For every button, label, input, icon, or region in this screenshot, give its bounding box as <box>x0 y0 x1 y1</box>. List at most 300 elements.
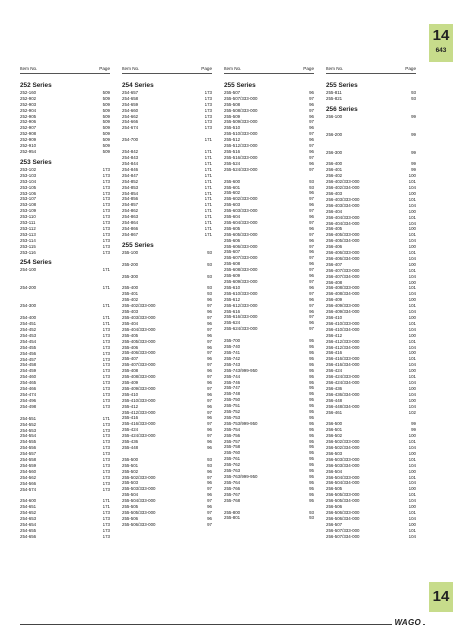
index-row <box>326 534 416 540</box>
item-number: 256-404/334-000 <box>326 220 360 226</box>
item-number: 254-659 <box>122 101 139 107</box>
item-number: 255-751 <box>224 403 241 409</box>
page-ref: 171 <box>204 149 212 155</box>
item-number: 256-406/334-000 <box>326 255 360 261</box>
page-ref: 101 <box>408 250 416 256</box>
item-number: 255-609/333-000 <box>224 279 258 284</box>
item-number: 256-416 <box>326 350 343 356</box>
page-ref: 100 <box>408 279 416 285</box>
page-ref: 101 <box>408 439 416 445</box>
item-number: 256-405 <box>326 226 343 232</box>
page-ref: 95 <box>309 385 314 391</box>
item-number: 255-408/333-000 <box>122 374 156 380</box>
item-number: 254-560 <box>20 468 37 474</box>
item-number: 254-557 <box>20 451 37 457</box>
page-ref: 173 <box>102 480 110 486</box>
page-ref: 173 <box>102 332 110 338</box>
series-heading: 254 Series <box>20 259 52 267</box>
page-ref: 96 <box>309 273 314 279</box>
spacer <box>326 138 416 150</box>
item-number: 255-510 <box>224 125 241 131</box>
item-number: 255-424 <box>122 427 139 433</box>
item-number: 255-406 <box>122 344 139 350</box>
index-column-4 <box>326 66 416 540</box>
page-ref: 95 <box>309 497 314 503</box>
page-ref: 100 <box>408 226 416 232</box>
item-number: 256-300 <box>326 149 343 155</box>
page-ref: 509 <box>102 107 110 113</box>
page-ref: 96 <box>207 320 212 326</box>
item-number: 255-756 <box>224 432 241 438</box>
item-number: 255-740 <box>224 344 241 350</box>
item-number: 254-551 <box>20 415 37 421</box>
item-number: 255-757 <box>224 438 241 444</box>
item-number: 255-507/333-000 <box>224 95 258 101</box>
page-ref: 96 <box>207 379 212 385</box>
item-number: 256-506/334-000 <box>326 515 360 521</box>
page-ref: 93 <box>411 89 416 95</box>
item-number: 254-867 <box>122 231 139 237</box>
page-ref: 96 <box>309 237 314 243</box>
item-number: 255-512 <box>224 137 241 143</box>
item-number: 254-558 <box>20 457 37 463</box>
item-number: 255-609 <box>224 273 241 279</box>
item-number: 255-401 <box>122 291 139 297</box>
item-no-header: Item No. <box>20 66 38 71</box>
page-header: Page <box>99 66 110 71</box>
entry-list <box>122 82 212 528</box>
page-ref: 173 <box>204 101 212 107</box>
page-ref: 509 <box>102 148 110 154</box>
page-ref: 171 <box>204 155 212 161</box>
item-number: 256-502 <box>326 433 343 439</box>
item-no-header: Item No. <box>224 66 242 71</box>
page-ref: 93 <box>207 462 212 468</box>
item-number: 256-416/334-000 <box>326 362 360 368</box>
index-row <box>122 232 212 238</box>
page-ref: 97 <box>207 409 212 415</box>
page-ref: 171 <box>204 214 212 220</box>
item-number: 255-744 <box>224 373 241 379</box>
page-ref: 97 <box>207 397 212 403</box>
page-ref: 97 <box>309 196 314 202</box>
page-ref: 97 <box>207 486 212 492</box>
page-ref: 97 <box>309 166 314 172</box>
page-ref: 104 <box>408 344 416 350</box>
item-number: 253-108 <box>20 202 37 208</box>
page-ref: 100 <box>408 368 416 374</box>
page-ref: 171 <box>204 184 212 190</box>
index-row <box>20 149 110 155</box>
item-number: 255-753 <box>224 414 241 420</box>
page-ref: 173 <box>102 462 110 468</box>
page-ref: 173 <box>102 208 110 214</box>
page-ref: 104 <box>408 533 416 539</box>
item-number: 252-906 <box>20 119 37 125</box>
page-ref: 171 <box>204 160 212 166</box>
page-ref: 104 <box>408 445 416 451</box>
page-ref: 171 <box>204 220 212 226</box>
item-number: 256-505/334-000 <box>326 498 360 504</box>
item-number: 256-403/333-000 <box>326 196 360 202</box>
item-number: 256-410/334-000 <box>326 326 360 332</box>
page-ref: 96 <box>309 190 314 196</box>
page-ref: 96 <box>309 214 314 220</box>
item-number: 255-741 <box>224 349 241 355</box>
page-ref: 173 <box>102 237 110 243</box>
series-heading: 255 Series <box>224 81 256 89</box>
page-ref: 173 <box>204 107 212 113</box>
page-ref: 100 <box>408 504 416 510</box>
item-number: 256-406/333-000 <box>326 250 360 256</box>
item-number: 253-107 <box>20 196 37 202</box>
item-number: 255-742 <box>224 355 241 361</box>
item-number: 255-624/333-000 <box>224 326 258 332</box>
item-number: 255-608 <box>224 261 241 267</box>
item-number: 255-768 <box>224 497 241 503</box>
page-ref: 96 <box>207 309 212 315</box>
item-number: 256-410 <box>326 315 343 320</box>
page-ref: 104 <box>408 202 416 208</box>
item-number: 256-503 <box>326 450 343 456</box>
item-number: 256-506/333-000 <box>326 510 360 515</box>
page-number: 643 <box>435 47 447 54</box>
index-column-3 <box>224 66 314 521</box>
item-number: 254-854 <box>122 190 139 196</box>
page-ref: 173 <box>102 445 110 451</box>
page-ref: 99 <box>411 421 416 427</box>
item-number: 255-602/333-000 <box>224 196 258 202</box>
item-number: 254-866 <box>122 225 139 231</box>
page-ref: 104 <box>408 291 416 297</box>
item-number: 254-553 <box>20 427 37 433</box>
page-ref: 173 <box>204 95 212 101</box>
item-number: 255-516 <box>224 148 241 154</box>
item-number: 255-407 <box>122 356 139 362</box>
page-ref: 509 <box>102 137 110 143</box>
item-number: 255-821 <box>326 95 343 101</box>
page-ref: 96 <box>207 356 212 362</box>
page-ref: 96 <box>207 368 212 374</box>
item-number: 254-652 <box>20 510 37 516</box>
page-ref: 171 <box>204 231 212 237</box>
page-ref: 173 <box>102 451 110 457</box>
item-number: 253-112 <box>20 225 36 231</box>
item-number: 254-452 <box>20 327 37 332</box>
item-number: 253-116 <box>20 249 36 255</box>
page-ref: 96 <box>309 225 314 231</box>
item-number: 253-103 <box>20 172 37 178</box>
item-number: 255-402 <box>122 297 139 303</box>
page-ref: 171 <box>204 172 212 178</box>
page-ref: 173 <box>102 468 110 474</box>
item-number: 256-100 <box>326 113 343 119</box>
item-number: 254-552 <box>20 421 37 427</box>
page-ref: 104 <box>408 462 416 468</box>
item-number: 252-954 <box>20 148 37 154</box>
item-number: 254-660 <box>122 107 139 113</box>
item-number: 256-408 <box>326 279 343 285</box>
item-number: 255-200 <box>122 261 139 267</box>
page-ref: 93 <box>207 285 212 291</box>
item-number: 256-424/333-000 <box>326 374 360 380</box>
item-number: 254-556 <box>20 445 37 451</box>
page-ref: 99 <box>411 131 416 137</box>
page-ref: 173 <box>102 397 110 403</box>
page-ref: 97 <box>207 433 212 439</box>
item-number: 256-461 <box>326 409 343 415</box>
item-number: 254-847 <box>122 172 139 178</box>
item-number: 255-403/333-000 <box>122 315 156 320</box>
item-number: 256-501 <box>326 427 343 433</box>
page-ref: 104 <box>408 515 416 521</box>
page-ref: 95 <box>309 373 314 379</box>
page-ref: 171 <box>204 178 212 184</box>
page-ref: 93 <box>207 456 212 462</box>
item-number: 255-753/999-950 <box>224 420 258 426</box>
page-ref: 97 <box>207 474 212 480</box>
item-number: 254-400 <box>20 315 37 321</box>
item-number: 255-612/333-000 <box>224 302 258 308</box>
page-ref: 171 <box>102 498 110 504</box>
page-ref: 173 <box>102 249 110 255</box>
page-ref: 95 <box>309 491 314 497</box>
page-ref: 95 <box>309 420 314 426</box>
page-ref: 95 <box>309 355 314 361</box>
item-number: 254-554 <box>20 433 37 439</box>
item-number: 254-653 <box>20 516 37 522</box>
item-number: 255-608/333-000 <box>224 267 258 273</box>
item-number: 256-404 <box>326 208 343 214</box>
item-number: 255-504/333-000 <box>122 498 156 504</box>
page-ref: 100 <box>408 244 416 250</box>
page-ref: 101 <box>408 179 416 185</box>
page-ref: 173 <box>102 350 110 356</box>
item-number: 255-412/333-000 <box>122 409 156 415</box>
page-ref: 173 <box>102 225 110 231</box>
page-ref: 173 <box>102 184 110 190</box>
page-ref: 97 <box>207 510 212 515</box>
page-ref: 96 <box>207 403 212 409</box>
item-number: 255-601 <box>224 184 241 190</box>
page-ref: 509 <box>102 101 110 107</box>
page-ref: 104 <box>408 273 416 279</box>
item-number: 252-909 <box>20 137 37 143</box>
page-ref: 171 <box>204 166 212 172</box>
page-ref: 171 <box>102 415 110 421</box>
page-ref: 101 <box>408 492 416 498</box>
item-number: 255-410 <box>122 391 139 397</box>
index-column-2 <box>122 66 212 528</box>
page-ref: 104 <box>408 255 416 261</box>
item-number: 255-504 <box>122 492 139 498</box>
page-ref: 99 <box>411 427 416 433</box>
page-ref: 96 <box>309 284 314 290</box>
item-number: 255-502 <box>122 468 139 474</box>
item-number: 256-406 <box>326 244 343 250</box>
column-header <box>122 66 212 74</box>
page-ref: 95 <box>309 468 314 474</box>
item-number: 256-407 <box>326 261 343 267</box>
item-number: 256-448 <box>326 397 343 403</box>
item-number: 255-607/333-000 <box>224 255 258 261</box>
page-ref: 96 <box>207 297 212 303</box>
item-number: 254-700 <box>122 137 139 143</box>
item-number: 256-412 <box>326 332 343 338</box>
item-number: 255-404/333-000 <box>122 326 156 332</box>
item-number: 256-200 <box>326 131 343 137</box>
page-ref: 95 <box>309 403 314 409</box>
item-number: 255-607 <box>224 249 241 255</box>
item-number: 254-458 <box>20 362 37 368</box>
page-ref: 97 <box>207 338 212 344</box>
page-ref: 173 <box>102 196 110 202</box>
entry-list <box>20 82 110 540</box>
page-ref: 101 <box>408 510 416 515</box>
page-ref: 173 <box>102 231 110 237</box>
item-number: 254-453 <box>20 332 37 338</box>
page-ref: 173 <box>102 356 110 362</box>
wago-logo: WAGO <box>394 618 421 627</box>
column-header <box>326 66 416 74</box>
page-ref: 173 <box>102 386 110 392</box>
item-no-header: Item No. <box>326 66 344 71</box>
page-ref: 96 <box>309 137 314 143</box>
page-ref: 173 <box>102 338 110 344</box>
item-number: 254-456 <box>20 350 37 356</box>
item-number: 255-743/999-950 <box>224 367 258 373</box>
page-ref: 173 <box>102 516 110 522</box>
item-number: 256-402/333-000 <box>326 179 360 185</box>
item-number: 254-300 <box>20 303 37 309</box>
page-ref: 96 <box>207 444 212 450</box>
page-ref: 96 <box>207 427 212 433</box>
page-ref: 100 <box>408 261 416 267</box>
item-number: 254-658 <box>122 95 139 101</box>
item-number: 255-300 <box>122 273 139 279</box>
item-number: 255-100 <box>122 249 139 255</box>
item-number: 255-509 <box>224 113 241 119</box>
page-ref: 171 <box>204 202 212 208</box>
page-ref: 173 <box>204 119 212 125</box>
item-number: 254-843 <box>122 155 139 161</box>
page-ref: 100 <box>408 385 416 391</box>
page-ref: 100 <box>408 468 416 474</box>
index-row <box>224 515 314 521</box>
page-ref: 173 <box>102 178 110 184</box>
item-number: 256-402 <box>326 173 343 179</box>
page-ref: 95 <box>309 450 314 456</box>
page-ref: 97 <box>207 374 212 380</box>
item-number: 254-856 <box>122 196 139 202</box>
page-ref: 104 <box>408 185 416 191</box>
page-ref: 101 <box>408 303 416 309</box>
page-ref: 95 <box>309 338 314 344</box>
page-ref: 97 <box>207 362 212 368</box>
page-ref: 101 <box>408 374 416 380</box>
item-number: 254-651 <box>20 504 37 510</box>
item-number: 255-405/333-000 <box>122 338 156 344</box>
page-ref: 173 <box>102 172 110 178</box>
page-ref: 95 <box>309 474 314 479</box>
item-number: 254-574 <box>20 486 37 492</box>
item-number: 255-424/333-000 <box>122 433 156 439</box>
item-number: 255-505 <box>122 504 139 510</box>
item-number: 254-674 <box>122 125 139 131</box>
item-number: 255-436 <box>122 439 139 445</box>
page-ref: 104 <box>408 498 416 504</box>
page-ref: 104 <box>408 309 416 315</box>
page-ref: 173 <box>102 374 110 380</box>
entry-list <box>224 82 314 521</box>
page-ref: 171 <box>102 267 110 273</box>
page-ref: 171 <box>204 137 212 143</box>
item-number: 254-100 <box>20 267 37 273</box>
item-number: 256-409/333-000 <box>326 303 360 309</box>
page-ref: 96 <box>309 296 314 302</box>
item-number: 255-506/333-000 <box>122 521 156 527</box>
chapter-number: 14 <box>432 588 450 605</box>
page-ref: 97 <box>309 326 314 332</box>
page-ref: 95 <box>309 391 314 397</box>
item-number: 256-401 <box>326 167 343 173</box>
item-number: 255-603/333-000 <box>224 208 258 214</box>
page-ref: 173 <box>102 533 110 539</box>
page-ref: 173 <box>102 243 110 249</box>
page-ref: 173 <box>102 510 110 516</box>
page-ref: 173 <box>102 368 110 374</box>
page-ref: 173 <box>102 421 110 427</box>
page-ref: 101 <box>408 232 416 238</box>
item-number: 254-600 <box>20 498 37 504</box>
item-number: 254-842 <box>122 149 139 155</box>
index-row <box>20 250 110 256</box>
page-ref: 101 <box>408 527 416 533</box>
item-number: 256-504/334-000 <box>326 480 360 486</box>
page-ref: 173 <box>102 220 110 226</box>
page-ref: 97 <box>309 302 314 308</box>
page-ref: 100 <box>408 297 416 303</box>
item-number: 256-505 <box>326 486 343 492</box>
page-ref: 509 <box>102 131 110 137</box>
series-heading: 254 Series <box>122 81 154 89</box>
page-ref: 173 <box>102 522 110 528</box>
page-ref: 509 <box>102 119 110 125</box>
item-number: 254-852 <box>122 178 139 184</box>
page-ref: 97 <box>309 154 314 160</box>
item-number: 255-811 <box>326 89 342 95</box>
page-ref: 97 <box>207 421 212 427</box>
page-ref: 101 <box>408 474 416 480</box>
page-ref: 95 <box>309 479 314 485</box>
page-ref: 99 <box>411 149 416 155</box>
page-ref: 101 <box>408 214 416 220</box>
item-number: 254-559 <box>20 462 37 468</box>
item-number: 255-524 <box>224 160 241 166</box>
page-ref: 99 <box>411 113 416 119</box>
item-number: 254-654 <box>20 522 37 528</box>
item-number: 255-801 <box>224 515 241 521</box>
item-number: 253-114 <box>20 237 36 243</box>
page-ref: 93 <box>309 509 314 515</box>
page-ref: 93 <box>207 291 212 297</box>
item-number: 256-404/333-000 <box>326 214 360 220</box>
series-heading: 253 Series <box>20 158 52 166</box>
item-number: 256-507/333-000 <box>326 527 360 533</box>
page-ref: 93 <box>411 95 416 101</box>
item-number: 256-405/333-000 <box>326 232 360 238</box>
page-ref: 97 <box>309 143 314 149</box>
